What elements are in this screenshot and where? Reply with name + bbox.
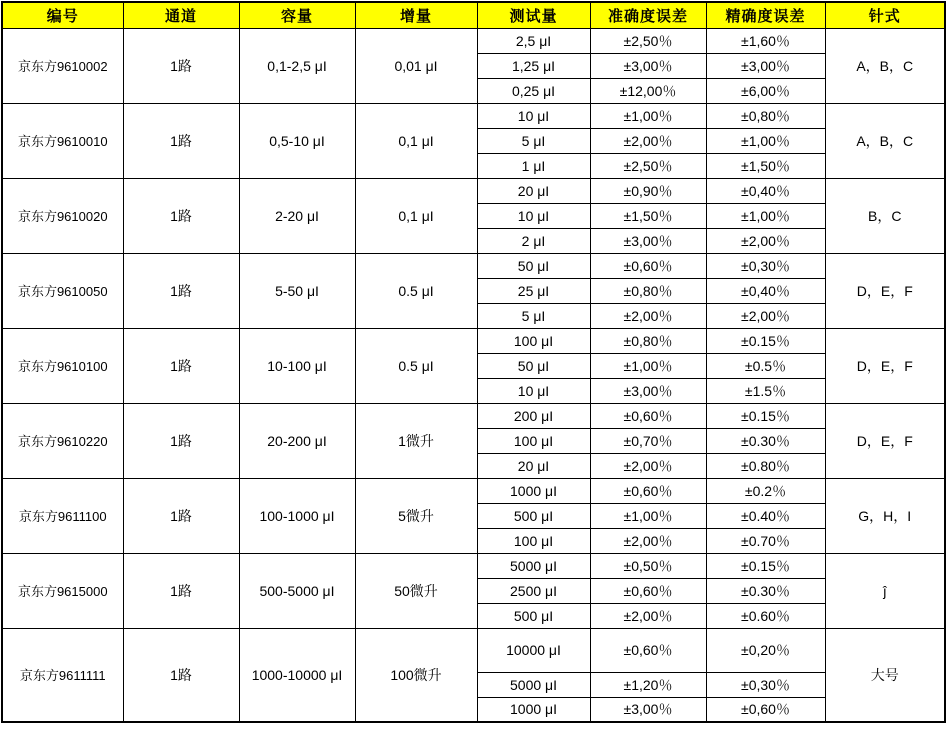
table-row xyxy=(2,628,945,672)
increment-cell: 0.5 μI xyxy=(355,253,477,328)
precision-error-cell: ±1.5％ xyxy=(706,378,825,403)
test-volume-cell: 1,25 μI xyxy=(477,53,590,78)
number-cell: 京东方9610010 xyxy=(2,103,123,178)
needle-type-cell: 大号 xyxy=(825,628,945,722)
precision-error-cell: ±1,00％ xyxy=(706,203,825,228)
number-cell: 京东方9611111 xyxy=(2,628,123,722)
precision-error-cell: ±0.30％ xyxy=(706,578,825,603)
needle-type-cell: B，C xyxy=(825,178,945,253)
precision-error-cell: ±0,60％ xyxy=(706,697,825,722)
test-volume-cell: 2500 μI xyxy=(477,578,590,603)
number-cell: 京东方9610020 xyxy=(2,178,123,253)
test-volume-cell: 100 μI xyxy=(477,428,590,453)
table-row xyxy=(2,403,945,428)
accuracy-error-cell: ±1,50％ xyxy=(590,203,706,228)
precision-error-cell: ±0.30％ xyxy=(706,428,825,453)
channel-cell: 1路 xyxy=(123,478,239,553)
test-volume-cell: 100 μI xyxy=(477,528,590,553)
test-volume-cell: 0,25 μI xyxy=(477,78,590,103)
increment-cell: 5微升 xyxy=(355,478,477,553)
header-number: 编号 xyxy=(2,2,123,28)
number-cell: 京东方9611100 xyxy=(2,478,123,553)
needle-type-cell: A，B，C xyxy=(825,103,945,178)
channel-cell: 1路 xyxy=(123,328,239,403)
test-volume-cell: 20 μI xyxy=(477,178,590,203)
precision-error-cell: ±1,00％ xyxy=(706,128,825,153)
header-row xyxy=(2,2,945,28)
precision-error-cell: ±1,60％ xyxy=(706,28,825,53)
accuracy-error-cell: ±0,60％ xyxy=(590,578,706,603)
needle-type-cell: D，E，F xyxy=(825,403,945,478)
precision-error-cell: ±0,80％ xyxy=(706,103,825,128)
precision-error-cell: ±0,20％ xyxy=(706,628,825,672)
test-volume-cell: 1 μI xyxy=(477,153,590,178)
header-increment: 增量 xyxy=(355,2,477,28)
number-cell: 京东方9615000 xyxy=(2,553,123,628)
accuracy-error-cell: ±2,00％ xyxy=(590,528,706,553)
spec-table-body xyxy=(2,28,945,722)
test-volume-cell: 50 μI xyxy=(477,253,590,278)
test-volume-cell: 10 μI xyxy=(477,378,590,403)
accuracy-error-cell: ±3,00％ xyxy=(590,228,706,253)
test-volume-cell: 10000 μI xyxy=(477,628,590,672)
increment-cell: 0.5 μI xyxy=(355,328,477,403)
test-volume-cell: 500 μI xyxy=(477,503,590,528)
table-row xyxy=(2,28,945,53)
accuracy-error-cell: ±12,00％ xyxy=(590,78,706,103)
number-cell: 京东方9610002 xyxy=(2,28,123,103)
header-test-volume: 测试量 xyxy=(477,2,590,28)
precision-error-cell: ±0,40％ xyxy=(706,278,825,303)
accuracy-error-cell: ±0,60％ xyxy=(590,628,706,672)
header-accuracy-error: 准确度误差 xyxy=(590,2,706,28)
table-row xyxy=(2,253,945,278)
header-capacity: 容量 xyxy=(239,2,355,28)
increment-cell: 100微升 xyxy=(355,628,477,722)
test-volume-cell: 2,5 μI xyxy=(477,28,590,53)
precision-error-cell: ±0,30％ xyxy=(706,253,825,278)
increment-cell: 0,1 μI xyxy=(355,178,477,253)
test-volume-cell: 20 μI xyxy=(477,453,590,478)
capacity-cell: 2-20 μI xyxy=(239,178,355,253)
precision-error-cell: ±2,00％ xyxy=(706,303,825,328)
capacity-cell: 500-5000 μI xyxy=(239,553,355,628)
precision-error-cell: ±6,00％ xyxy=(706,78,825,103)
accuracy-error-cell: ±2,00％ xyxy=(590,128,706,153)
increment-cell: 0,01 μI xyxy=(355,28,477,103)
needle-type-cell: ĵ xyxy=(825,553,945,628)
precision-error-cell: ±0.70％ xyxy=(706,528,825,553)
accuracy-error-cell: ±2,00％ xyxy=(590,303,706,328)
accuracy-error-cell: ±0,50％ xyxy=(590,553,706,578)
accuracy-error-cell: ±2,00％ xyxy=(590,453,706,478)
accuracy-error-cell: ±0,60％ xyxy=(590,403,706,428)
accuracy-error-cell: ±2,50％ xyxy=(590,28,706,53)
test-volume-cell: 5000 μI xyxy=(477,553,590,578)
needle-type-cell: D，E，F xyxy=(825,253,945,328)
accuracy-error-cell: ±2,00％ xyxy=(590,603,706,628)
precision-error-cell: ±0,40％ xyxy=(706,178,825,203)
precision-error-cell: ±0.60％ xyxy=(706,603,825,628)
test-volume-cell: 5 μI xyxy=(477,303,590,328)
test-volume-cell: 500 μI xyxy=(477,603,590,628)
accuracy-error-cell: ±3,00％ xyxy=(590,378,706,403)
accuracy-error-cell: ±3,00％ xyxy=(590,697,706,722)
capacity-cell: 0,5-10 μI xyxy=(239,103,355,178)
precision-error-cell: ±0.5％ xyxy=(706,353,825,378)
accuracy-error-cell: ±0,80％ xyxy=(590,278,706,303)
capacity-cell: 100-1000 μI xyxy=(239,478,355,553)
precision-error-cell: ±0.15％ xyxy=(706,403,825,428)
capacity-cell: 0,1-2,5 μI xyxy=(239,28,355,103)
precision-error-cell: ±0.15％ xyxy=(706,553,825,578)
table-row xyxy=(2,103,945,128)
accuracy-error-cell: ±0,70％ xyxy=(590,428,706,453)
test-volume-cell: 10 μI xyxy=(477,103,590,128)
number-cell: 京东方9610050 xyxy=(2,253,123,328)
channel-cell: 1路 xyxy=(123,403,239,478)
accuracy-error-cell: ±1,20％ xyxy=(590,672,706,697)
accuracy-error-cell: ±0,60％ xyxy=(590,253,706,278)
precision-error-cell: ±0.40％ xyxy=(706,503,825,528)
test-volume-cell: 1000 μI xyxy=(477,697,590,722)
channel-cell: 1路 xyxy=(123,28,239,103)
precision-error-cell: ±0.15％ xyxy=(706,328,825,353)
number-cell: 京东方9610220 xyxy=(2,403,123,478)
capacity-cell: 5-50 μI xyxy=(239,253,355,328)
test-volume-cell: 2 μI xyxy=(477,228,590,253)
table-row xyxy=(2,178,945,203)
precision-error-cell: ±3,00％ xyxy=(706,53,825,78)
channel-cell: 1路 xyxy=(123,553,239,628)
test-volume-cell: 5 μI xyxy=(477,128,590,153)
capacity-cell: 1000-10000 μI xyxy=(239,628,355,722)
test-volume-cell: 200 μI xyxy=(477,403,590,428)
test-volume-cell: 5000 μI xyxy=(477,672,590,697)
test-volume-cell: 25 μI xyxy=(477,278,590,303)
channel-cell: 1路 xyxy=(123,253,239,328)
increment-cell: 1微升 xyxy=(355,403,477,478)
increment-cell: 50微升 xyxy=(355,553,477,628)
accuracy-error-cell: ±1,00％ xyxy=(590,503,706,528)
precision-error-cell: ±0.80％ xyxy=(706,453,825,478)
table-row xyxy=(2,553,945,578)
capacity-cell: 10-100 μI xyxy=(239,328,355,403)
header-precision-error: 精确度误差 xyxy=(706,2,825,28)
test-volume-cell: 100 μI xyxy=(477,328,590,353)
table-row xyxy=(2,478,945,503)
accuracy-error-cell: ±2,50％ xyxy=(590,153,706,178)
accuracy-error-cell: ±1,00％ xyxy=(590,353,706,378)
channel-cell: 1路 xyxy=(123,178,239,253)
accuracy-error-cell: ±1,00％ xyxy=(590,103,706,128)
spec-table xyxy=(1,1,946,723)
channel-cell: 1路 xyxy=(123,103,239,178)
accuracy-error-cell: ±0,90％ xyxy=(590,178,706,203)
needle-type-cell: D，E，F xyxy=(825,328,945,403)
test-volume-cell: 10 μI xyxy=(477,203,590,228)
number-cell: 京东方9610100 xyxy=(2,328,123,403)
precision-error-cell: ±0,30％ xyxy=(706,672,825,697)
precision-error-cell: ±0.2％ xyxy=(706,478,825,503)
accuracy-error-cell: ±3,00％ xyxy=(590,53,706,78)
test-volume-cell: 50 μI xyxy=(477,353,590,378)
header-needle-type: 针式 xyxy=(825,2,945,28)
channel-cell: 1路 xyxy=(123,628,239,722)
capacity-cell: 20-200 μI xyxy=(239,403,355,478)
increment-cell: 0,1 μI xyxy=(355,103,477,178)
test-volume-cell: 1000 μI xyxy=(477,478,590,503)
header-channel: 通道 xyxy=(123,2,239,28)
needle-type-cell: A，B，C xyxy=(825,28,945,103)
precision-error-cell: ±1,50％ xyxy=(706,153,825,178)
needle-type-cell: G，H，I xyxy=(825,478,945,553)
accuracy-error-cell: ±0,80％ xyxy=(590,328,706,353)
table-row xyxy=(2,328,945,353)
precision-error-cell: ±2,00％ xyxy=(706,228,825,253)
accuracy-error-cell: ±0,60％ xyxy=(590,478,706,503)
